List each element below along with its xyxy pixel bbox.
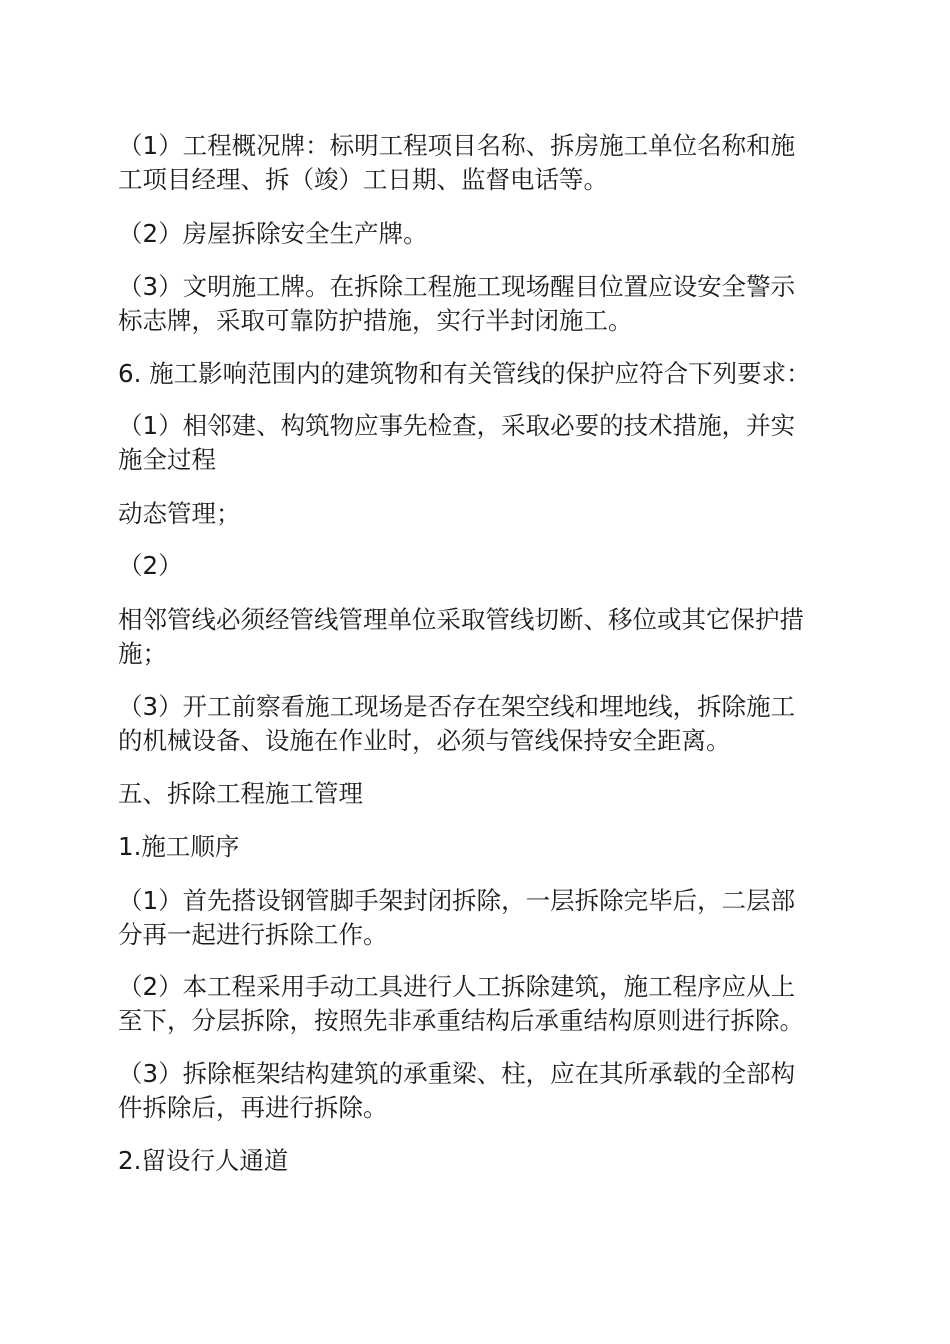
paragraph-adjacent-buildings xyxy=(118,409,838,477)
text-line: 件拆除后，再进行拆除。 xyxy=(118,1093,388,1122)
text-line: （2） xyxy=(118,551,183,580)
text-line: 工项目经理、拆（竣）工日期、监督电话等。 xyxy=(118,165,608,194)
text-line: （2）房屋拆除安全生产牌。 xyxy=(118,219,428,248)
paragraph-heading-protection xyxy=(118,357,838,391)
paragraph-scaffolding xyxy=(118,884,838,952)
text-line: （3）开工前察看施工现场是否存在架空线和埋地线，拆除施工 xyxy=(118,692,796,721)
text-line: 6. 施工影响范围内的建筑物和有关管线的保护应符合下列要求： xyxy=(118,359,811,388)
text-line: 施全过程 xyxy=(118,445,216,474)
paragraph-site-inspection xyxy=(118,690,838,758)
text-line: 1.施工顺序 xyxy=(118,832,240,861)
text-line: 动态管理； xyxy=(118,499,241,528)
paragraph-adjacent-pipelines xyxy=(118,603,838,671)
paragraph-manual-demolition xyxy=(118,970,838,1038)
text-line: 标志牌，采取可靠防护措施，实行半封闭施工。 xyxy=(118,306,633,335)
text-line: 相邻管线必须经管线管理单位采取管线切断、移位或其它保护措 xyxy=(118,605,804,634)
text-line: （3）拆除框架结构建筑的承重梁、柱，应在其所承载的全部构 xyxy=(118,1059,796,1088)
text-line: （1）首先搭设钢管脚手架封闭拆除，一层拆除完毕后，二层部 xyxy=(118,886,796,915)
paragraph-signboard-overview xyxy=(118,129,838,197)
text-line: 至下，分层拆除，按照先非承重结构后承重结构原则进行拆除。 xyxy=(118,1006,804,1035)
subheading-construction-sequence xyxy=(118,830,838,864)
paragraph-safety-signboard xyxy=(118,217,838,251)
paragraph-item-2-marker xyxy=(118,549,838,583)
text-line: 的机械设备、设施在作业时，必须与管线保持安全距离。 xyxy=(118,726,731,755)
paragraph-dynamic-management xyxy=(118,497,838,531)
text-line: （1）相邻建、构筑物应事先检查，采取必要的技术措施，并实 xyxy=(118,411,796,440)
text-line: （1）工程概况牌：标明工程项目名称、拆房施工单位名称和施 xyxy=(118,131,796,160)
paragraph-civilized-construction xyxy=(118,270,838,338)
text-line: （3）文明施工牌。在拆除工程施工现场醒目位置应设安全警示 xyxy=(118,272,796,301)
text-line: 五、拆除工程施工管理 xyxy=(118,779,363,808)
section-heading-demolition-management xyxy=(118,777,838,811)
text-line: 2.留设行人通道 xyxy=(118,1146,289,1175)
paragraph-frame-structure xyxy=(118,1057,838,1125)
subheading-pedestrian-passage xyxy=(118,1144,838,1178)
text-line: 分再一起进行拆除工作。 xyxy=(118,920,388,949)
text-line: （2）本工程采用手动工具进行人工拆除建筑，施工程序应从上 xyxy=(118,972,796,1001)
text-line: 施； xyxy=(118,639,167,668)
